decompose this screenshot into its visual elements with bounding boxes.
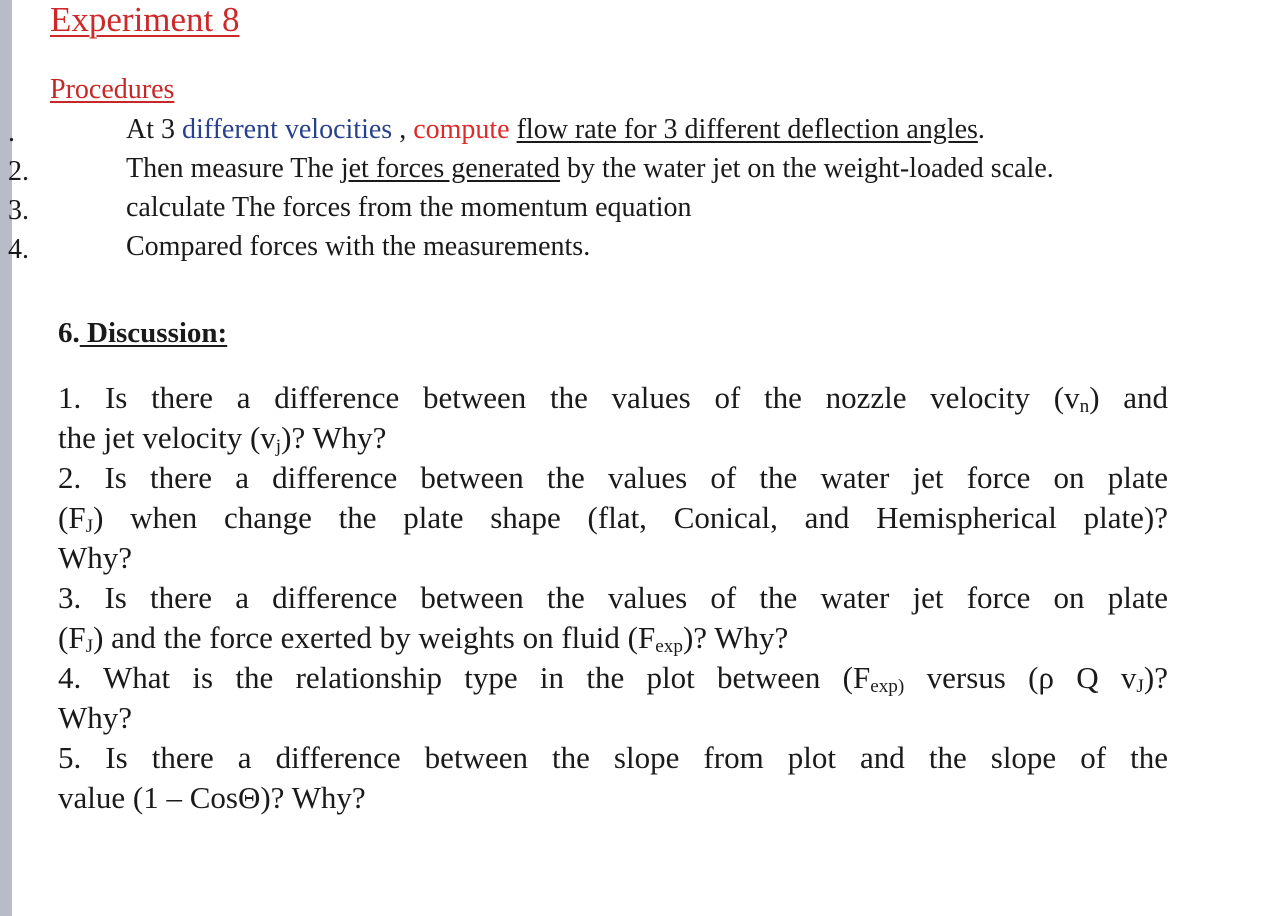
procedures-heading: Procedures [50,74,175,105]
procedure-marker-4: 4. [8,234,29,265]
step1-compute: compute [413,114,510,145]
step1-period: . [977,114,985,145]
procedure-marker-1: . [8,117,15,148]
procedure-marker-2: 2. [8,156,29,187]
question-5-line-2: value (1 – CosΘ)? Why? [58,780,366,815]
question-1-line-2: the jet velocity $(v_j)$? Why? [58,420,387,457]
step1-text-a: At 3 [126,114,182,145]
question-5-line-1: 5. Is there a difference between the slope from plot and the slope of the [58,740,1168,775]
procedure-marker-3: 3. [8,195,29,226]
question-2-line-3: Why? [58,540,133,575]
step1-velocities: different velocities [182,114,393,145]
step2-text-a: Then measure The [126,153,341,184]
page-title: Experiment 8 [50,0,240,39]
question-3-line-2: $(F_J)$ and the force exerted by weights on fluid $(F_{exp})$? Why? [58,620,789,657]
procedure-step-4: Compared forces with the measurements. [126,231,591,262]
question-4-line-2: Why? [58,700,133,735]
step1-comma: , [392,114,414,145]
procedure-step-3: calculate The forces from the momentum equation [126,192,692,223]
step2-jet-forces: jet forces generated [340,153,561,184]
discussion-heading [58,317,227,350]
step1-space [510,114,517,145]
question-3-line-1: 3. Is there a difference between the values of the water jet force on plate [58,580,1168,615]
question-4-line-1: 4. What is the relationship type in the plot between ($F_{exp)}$ versus (ρ Q $v_J$)? [58,660,1168,697]
question-1-line-1: 1. Is there a difference between the values of the nozzle velocity $(v_n)$ and [58,380,1168,417]
step2-text-b: by the water jet on the weight-loaded scale. [560,153,1054,184]
procedure-step-2 [126,155,1054,183]
question-2-line-2: $(F_J)$ when change the plate shape (flat, Conical, and Hemispherical plate)? [58,500,1168,537]
discussion-number: 6. [58,317,80,349]
procedure-step-1 [126,116,985,144]
discussion-title: Discussion: [79,317,228,349]
question-2-line-1: 2. Is there a difference between the values of the water jet force on plate [58,460,1168,495]
discussion-questions [58,378,1168,818]
step1-flow-rate: flow rate for 3 different deflection angles [516,114,978,145]
